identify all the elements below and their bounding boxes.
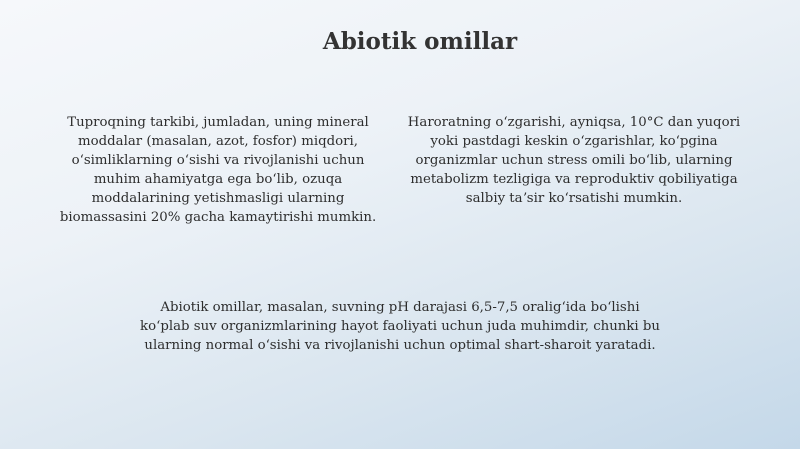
slide-title: Abiotik omillar bbox=[322, 28, 518, 55]
soil-composition-text: Tuproqning tarkibi, jumladan, uning mineral moddalar (masalan, azot, fosfor) miqdori, oʻsimliklarning oʻsishi va rivojlanishi uchun muhim ahamiyatga ega boʻlib, ozuqa moddalarining yetishmasligi ularning biomassasini 20% gacha kamaytirishi mumkin. bbox=[59, 115, 377, 225]
water-ph-text: Abiotik omillar, masalan, suvning pH darajasi 6,5-7,5 oraligʻida boʻlishi koʻplab suv organizmlarining hayot faoliyati uchun juda muhimdir, chunki bu ularning normal oʻsishi va rivojlanishi uchun optimal shart-sharoit yaratadi. bbox=[140, 300, 660, 353]
temperature-change-text: Haroratning oʻzgarishi, ayniqsa, 10°C dan yuqori yoki pastdagi keskin oʻzgarishlar, koʻpgina organizmlar uchun stress omili boʻlib, ularning metabolizm tezligiga va reproduktiv qobiliyatiga salbiy taʼsir koʻrsatishi mumkin. bbox=[407, 115, 741, 206]
